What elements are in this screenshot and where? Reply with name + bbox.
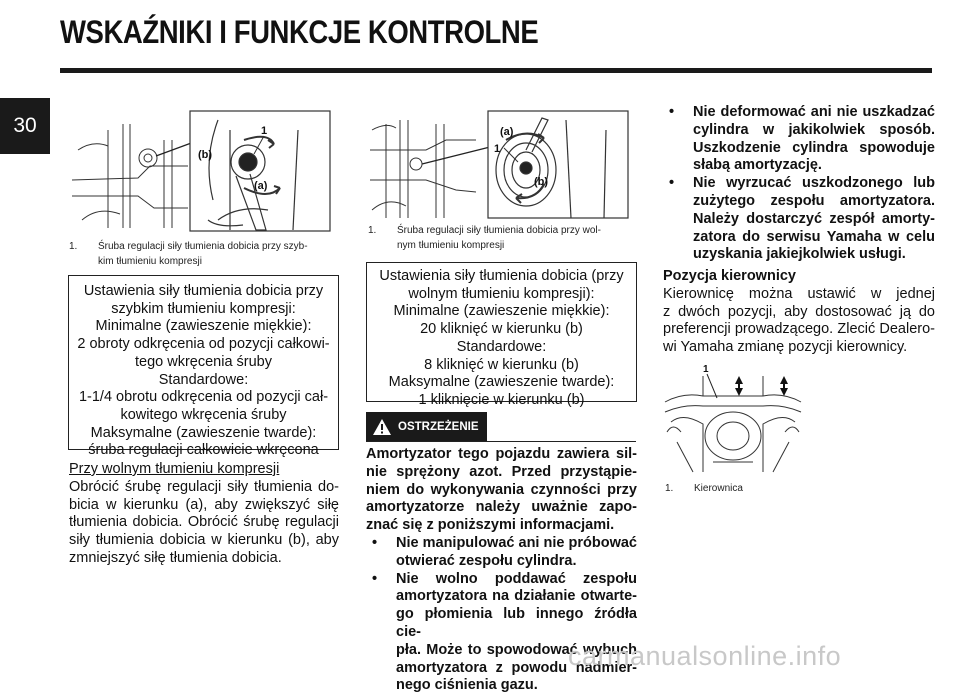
caption-number: 1.: [665, 483, 674, 494]
fig-label-a: (a): [500, 126, 514, 138]
warning-bullet: [663, 175, 935, 264]
warning-rule: [366, 441, 636, 442]
shock-absorber-illustration: [68, 110, 338, 232]
warning-bullet: [366, 571, 637, 695]
settings-line: kowitego wkręcenia śruby: [120, 406, 287, 423]
handlebar-caption: [665, 481, 865, 496]
page-number-tab: 30: [0, 98, 50, 154]
bullet-line: zatora do serwisu Yamaha w celu: [693, 228, 935, 245]
settings-line: 8 kliknięć w kierunku (b): [424, 356, 579, 373]
bullet-line: uzyskania jakiejkolwiek usługi.: [693, 246, 906, 263]
settings-line: Standardowe:: [456, 338, 547, 355]
warning-line: Amortyzator tego pojazdu zawiera sil-: [366, 446, 637, 462]
bullet-line: Nie wolno poddawać zespołu: [396, 570, 637, 587]
handlebar-section: [663, 268, 935, 357]
bullet-dot: •: [372, 570, 378, 587]
section-heading: Przy wolnym tłumieniu kompresji: [69, 461, 280, 477]
bullet-line: Nie wyrzucać uszkodzonego lub: [693, 175, 935, 192]
settings-line: Ustawienia siły tłumienia dobicia przy: [83, 283, 324, 299]
caption-line: Kierownica: [694, 483, 743, 494]
settings-line: Ustawienia siły tłumienia dobicia (przy: [379, 268, 624, 284]
settings-line: 1 kliknięcie w kierunku (b): [418, 391, 585, 408]
settings-line: Maksymalne (zawieszenie twarde):: [388, 374, 615, 391]
caption-line: kim tłumieniu kompresji: [98, 256, 202, 267]
bullet-line: go płomienia lub innego źródła cie-: [396, 606, 637, 640]
bullet-line: amortyzatora z powodu nadmier-: [396, 659, 637, 676]
bullet-dot: •: [372, 534, 378, 551]
bullet-line: otwierać zespołu cylindra.: [396, 552, 577, 569]
paragraph-line: preferencji prowadzącego. Zlecić Dealero-: [663, 321, 935, 338]
fig-label-a: (a): [254, 180, 268, 192]
figure-left-caption: [69, 239, 339, 269]
fig-label-1: 1: [261, 125, 268, 137]
fast-compression-settings-box: [68, 275, 339, 459]
fig-label-1: 1: [494, 143, 501, 155]
handlebar-illustration: [663, 362, 803, 476]
paragraph-line: zmniejszyć siłę tłumienia dobicia.: [69, 549, 282, 566]
paragraph-line: Obrócić śrubę regulacji siły tłumienia do-: [69, 478, 339, 495]
figure-mid-caption: [368, 223, 638, 253]
paragraph-line: tłumienia dobicia. Obrócić śrubę regulacji: [69, 514, 339, 531]
paragraph-line: siły tłumienia dobicia w kierunku (b), aby: [69, 532, 339, 549]
paragraph-line: wi Yamaha zmianę pozycji kierownicy.: [663, 339, 908, 356]
slow-compression-adjuster-figure: [366, 110, 638, 220]
settings-line: 1-1/4 obrotu odkręcenia od pozycji cał-: [78, 389, 329, 406]
settings-line: śruba regulacji całkowicie wkręcona: [88, 442, 319, 459]
warning-label: OSTRZEŻENIE: [398, 420, 479, 433]
zoom-leader-line: [422, 146, 494, 164]
bullet-line: amortyzatora na działanie otwarte-: [396, 588, 637, 605]
fig-label-1: 1: [703, 364, 709, 375]
caption-line: Śruba regulacji siły tłumienia dobicia przy wol-: [397, 225, 601, 236]
warning-triangle-icon: [372, 418, 392, 436]
bullet-line: pła. Może to spowodować wybuch: [396, 641, 637, 658]
settings-line: Standardowe:: [158, 371, 249, 388]
settings-line: 20 kliknięć w kierunku (b): [420, 321, 583, 338]
warning-text-continued: [663, 104, 935, 264]
warning-line: amortyzatorze należy uważnie zapo-: [366, 499, 637, 516]
settings-line: 2 obroty odkręcenia od pozycji całkowi-: [77, 336, 330, 353]
caption-number: 1.: [368, 225, 377, 236]
paragraph-line: Kierownicę można ustawić w jednej: [663, 285, 935, 302]
slow-compression-section: [69, 461, 339, 568]
shock-absorber-illustration: [366, 110, 638, 220]
bullet-dot: •: [669, 175, 675, 192]
paragraph-line: z dwóch pozycji, aby dostosować ją do: [663, 303, 935, 320]
bullet-line: słabą amortyzację.: [693, 157, 822, 174]
slow-compression-settings-box: [366, 262, 637, 408]
warning-line: niem do wykonywania czynności przy: [366, 481, 637, 498]
fig-label-b: (b): [534, 176, 549, 188]
settings-line: Minimalne (zawieszenie miękkie):: [393, 303, 610, 320]
settings-line: szybkim tłumieniu kompresji:: [111, 300, 296, 317]
bullet-line: nego ciśnienia gazu.: [396, 677, 538, 694]
caption-line: Śruba regulacji siły tłumienia dobicia przy szyb-: [98, 241, 308, 252]
warning-line: znać się z poniższymi informacjami.: [366, 517, 615, 534]
caption-line: nym tłumieniu kompresji: [397, 240, 505, 251]
bullet-line: cylindra w jakikolwiek sposób.: [693, 121, 935, 138]
title-rule: [60, 68, 932, 73]
bullet-line: zużytego zespołu amortyzatora.: [693, 192, 935, 209]
fast-compression-adjuster-figure: [68, 110, 338, 232]
bullet-line: Nie manipulować ani nie próbować: [396, 534, 637, 551]
warning-bullet: [366, 535, 637, 571]
settings-line: tego wkręcenia śruby: [134, 353, 272, 370]
fig-label-b: (b): [198, 149, 213, 161]
paragraph-line: bicia w kierunku (a), aby zwiększyć siłę: [69, 496, 339, 513]
zoom-inset-frame: [190, 111, 330, 231]
warning-badge: [366, 412, 487, 441]
watermark: carmanualsonline.info: [568, 641, 842, 671]
warning-header: [366, 412, 636, 441]
bullet-line: Należy dostarczyć zespół amorty-: [693, 210, 935, 227]
page-title: WSKAŹNIKI I FUNKCJE KONTROLNE: [60, 14, 539, 50]
caption-number: 1.: [69, 241, 78, 252]
settings-line: Maksymalne (zawieszenie twarde):: [90, 424, 317, 441]
settings-line: Minimalne (zawieszenie miękkie):: [95, 318, 312, 335]
bullet-line: Nie deformować ani nie uszkadzać: [693, 104, 935, 120]
handlebar-figure: [663, 362, 803, 476]
section-heading: Pozycja kierownicy: [663, 268, 796, 284]
zoom-leader-line: [156, 142, 194, 156]
bullet-dot: •: [669, 104, 675, 120]
bullet-line: Uszkodzenie cylindra spowoduje: [693, 139, 935, 156]
warning-line: nie sprężony azot. Przed przystąpie-: [366, 463, 637, 480]
warning-bullet: [663, 104, 935, 175]
settings-line: wolnym tłumieniu kompresji):: [408, 285, 595, 302]
